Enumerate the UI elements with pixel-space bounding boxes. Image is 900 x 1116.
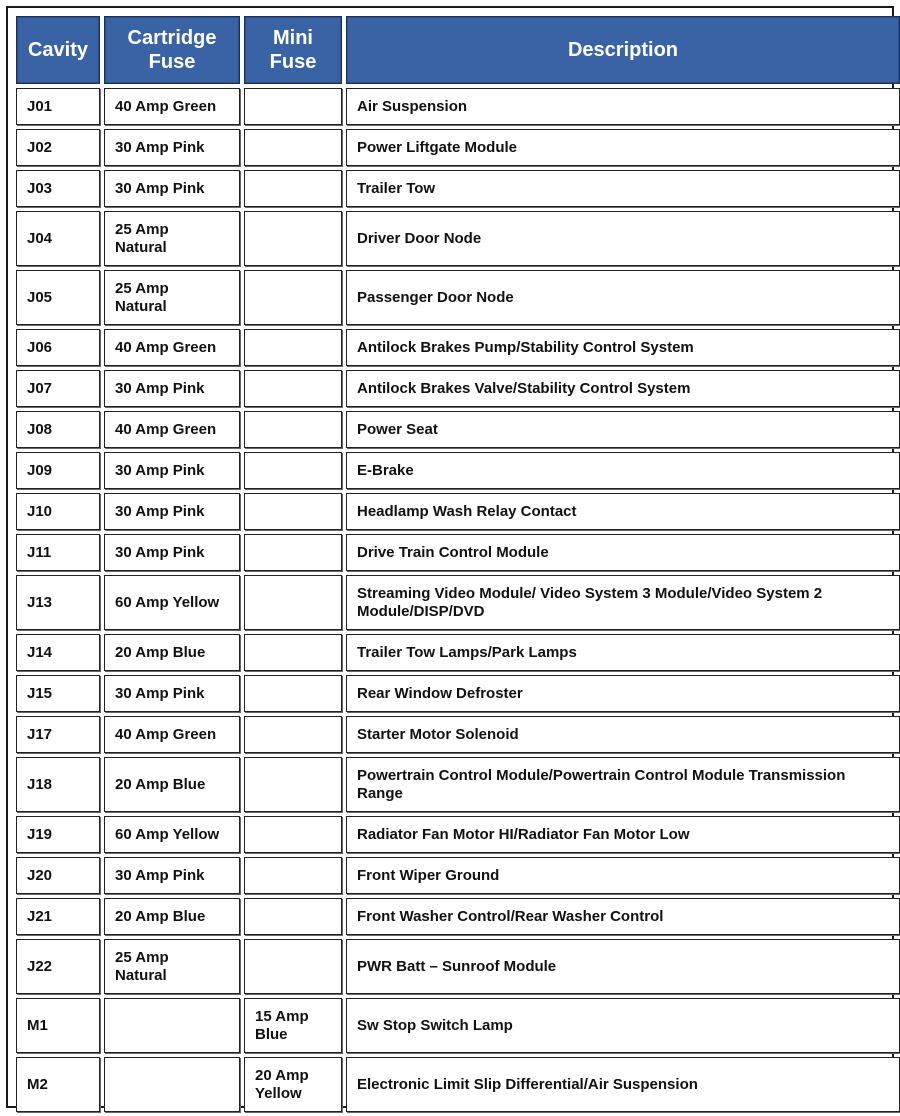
cell-cartridge-fuse: 60 Amp Yellow [104,575,240,630]
header-cavity: Cavity [16,16,100,84]
cell-cartridge-fuse: 30 Amp Pink [104,675,240,712]
cell-cartridge-fuse: 30 Amp Pink [104,493,240,530]
cell-mini-fuse [244,757,342,812]
cell-mini-fuse [244,329,342,366]
header-mini-fuse: Mini Fuse [244,16,342,84]
cell-mini-fuse: 20 Amp Yellow [244,1057,342,1112]
cell-cavity: J08 [16,411,100,448]
cell-cavity: J22 [16,939,100,994]
table-row [16,898,900,935]
cell-cartridge-fuse: 30 Amp Pink [104,452,240,489]
cell-mini-fuse [244,534,342,571]
cell-mini-fuse [244,493,342,530]
cell-cavity: J17 [16,716,100,753]
cell-mini-fuse [244,370,342,407]
cell-cartridge-fuse: 30 Amp Pink [104,170,240,207]
table-row [16,370,900,407]
cell-cartridge-fuse: 40 Amp Green [104,329,240,366]
table-row [16,270,900,325]
cell-cavity: J03 [16,170,100,207]
table-row [16,675,900,712]
cell-cavity: J01 [16,88,100,125]
cell-cavity: J11 [16,534,100,571]
cell-description: Front Wiper Ground [346,857,900,894]
cell-mini-fuse [244,675,342,712]
cell-cavity: M2 [16,1057,100,1112]
table-row [16,1057,900,1112]
table-row [16,88,900,125]
cell-mini-fuse [244,816,342,853]
cell-description: Trailer Tow [346,170,900,207]
cell-cavity: J02 [16,129,100,166]
cell-cavity: J07 [16,370,100,407]
header-description: Description [346,16,900,84]
cell-description: Driver Door Node [346,211,900,266]
header-row [16,16,900,84]
table-row [16,411,900,448]
fuse-table [12,12,900,1116]
cell-cavity: J13 [16,575,100,630]
cell-cartridge-fuse [104,998,240,1053]
cell-cartridge-fuse [104,1057,240,1112]
cell-cartridge-fuse: 25 Amp Natural [104,270,240,325]
cell-cartridge-fuse: 25 Amp Natural [104,939,240,994]
table-row [16,493,900,530]
cell-cartridge-fuse: 20 Amp Blue [104,757,240,812]
table-row [16,939,900,994]
table-row [16,716,900,753]
cell-description: Drive Train Control Module [346,534,900,571]
table-row [16,211,900,266]
cell-cavity: J14 [16,634,100,671]
cell-cartridge-fuse: 60 Amp Yellow [104,816,240,853]
cell-description: Power Liftgate Module [346,129,900,166]
table-row [16,634,900,671]
cell-description: Air Suspension [346,88,900,125]
cell-mini-fuse [244,857,342,894]
table-row [16,129,900,166]
table-row [16,170,900,207]
table-row [16,757,900,812]
cell-cavity: J15 [16,675,100,712]
cell-cartridge-fuse: 25 Amp Natural [104,211,240,266]
cell-cartridge-fuse: 30 Amp Pink [104,370,240,407]
cell-cartridge-fuse: 20 Amp Blue [104,634,240,671]
cell-description: Starter Motor Solenoid [346,716,900,753]
cell-mini-fuse [244,939,342,994]
cell-cartridge-fuse: 40 Amp Green [104,411,240,448]
cell-description: Powertrain Control Module/Powertrain Control Module Transmission Range [346,757,900,812]
cell-cavity: J04 [16,211,100,266]
cell-cartridge-fuse: 30 Amp Pink [104,129,240,166]
cell-description: Passenger Door Node [346,270,900,325]
cell-mini-fuse: 15 Amp Blue [244,998,342,1053]
cell-mini-fuse [244,716,342,753]
cell-cartridge-fuse: 40 Amp Green [104,716,240,753]
cell-cartridge-fuse: 20 Amp Blue [104,898,240,935]
cell-description: Radiator Fan Motor HI/Radiator Fan Motor Low [346,816,900,853]
cell-cavity: J20 [16,857,100,894]
cell-description: Front Washer Control/Rear Washer Control [346,898,900,935]
cell-cartridge-fuse: 40 Amp Green [104,88,240,125]
cell-description: E-Brake [346,452,900,489]
cell-cavity: J21 [16,898,100,935]
cell-cavity: J18 [16,757,100,812]
table-row [16,816,900,853]
cell-mini-fuse [244,575,342,630]
cell-mini-fuse [244,898,342,935]
cell-description: Rear Window Defroster [346,675,900,712]
cell-cavity: M1 [16,998,100,1053]
table-row [16,329,900,366]
cell-description: PWR Batt – Sunroof Module [346,939,900,994]
cell-cavity: J10 [16,493,100,530]
table-row [16,452,900,489]
cell-cartridge-fuse: 30 Amp Pink [104,857,240,894]
cell-description: Sw Stop Switch Lamp [346,998,900,1053]
cell-description: Trailer Tow Lamps/Park Lamps [346,634,900,671]
table-row [16,998,900,1053]
cell-mini-fuse [244,411,342,448]
cell-cavity: J06 [16,329,100,366]
cell-mini-fuse [244,88,342,125]
table-row [16,857,900,894]
table-row [16,534,900,571]
table-frame [6,6,894,1108]
cell-mini-fuse [244,211,342,266]
cell-cavity: J05 [16,270,100,325]
cell-description: Power Seat [346,411,900,448]
cell-mini-fuse [244,452,342,489]
cell-mini-fuse [244,129,342,166]
cell-description: Electronic Limit Slip Differential/Air Suspension [346,1057,900,1112]
cell-mini-fuse [244,270,342,325]
cell-mini-fuse [244,170,342,207]
cell-description: Antilock Brakes Valve/Stability Control System [346,370,900,407]
cell-description: Streaming Video Module/ Video System 3 Module/Video System 2 Module/DISP/DVD [346,575,900,630]
cell-description: Antilock Brakes Pump/Stability Control System [346,329,900,366]
cell-cavity: J19 [16,816,100,853]
header-cartridge-fuse: Cartridge Fuse [104,16,240,84]
cell-cavity: J09 [16,452,100,489]
cell-mini-fuse [244,634,342,671]
table-row [16,575,900,630]
cell-cartridge-fuse: 30 Amp Pink [104,534,240,571]
cell-description: Headlamp Wash Relay Contact [346,493,900,530]
